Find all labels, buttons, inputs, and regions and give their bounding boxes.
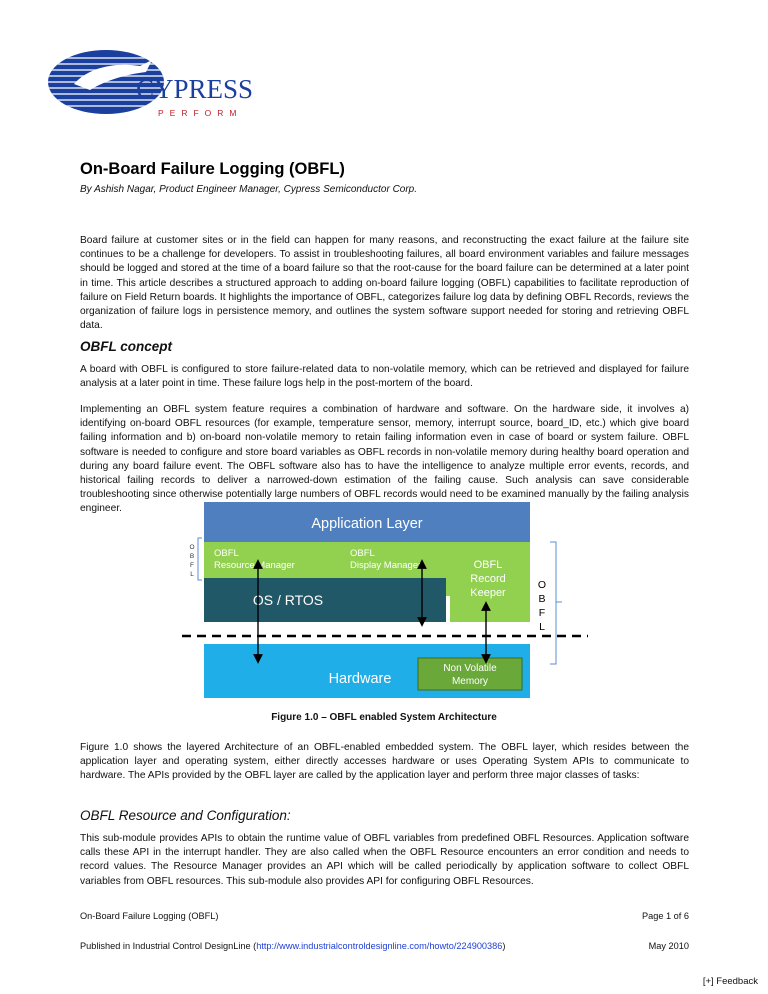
byline: By Ashish Nagar, Product Engineer Manager, Cypress Semiconductor Corp. (80, 184, 418, 195)
logo-brand-text: CYPRESS (136, 74, 254, 104)
obfl-big-label-b: B (538, 593, 546, 605)
figure-caption: Figure 1.0 – OBFL enabled System Architecture (271, 712, 497, 723)
concept-paragraph-1: A board with OBFL is configured to store failure-related data to non-volatile memory, which can be retrieved and displayed for failure analysis at a later point in time. These failure logs help in the post-mortem of the board. (80, 364, 689, 390)
section-heading-concept: OBFL concept (80, 339, 173, 354)
hardware-label: Hardware (328, 671, 392, 687)
obfl-big-label-o: O (537, 579, 547, 591)
obfl-small-label-f: F (190, 562, 194, 569)
feedback-link[interactable]: [+] Feedback (702, 976, 758, 987)
section-heading-resource: OBFL Resource and Configuration: (80, 808, 291, 823)
figure-description-paragraph: Figure 1.0 shows the layered Architecture of an OBFL-enabled embedded system. The OBFL layer, which resides between the application layer and operating system, either directly accesses hardware or uses Operating System APIs to communicate to hardware. The APIs provided by the OBFL layer are called by the application layer and perform three major classes of tasks: (80, 742, 689, 782)
obfl-big-label-f: F (538, 607, 546, 619)
footer-published-prefix: Published in Industrial Control DesignLine ( (80, 941, 257, 951)
display-manager-label-2: Display Manager (350, 560, 422, 571)
application-layer-label: Application Layer (311, 516, 423, 532)
footer-page-number: Page 1 of 6 (642, 911, 689, 921)
concept-paragraph-2: Implementing an OBFL system feature requires a combination of hardware and software. On the hardware side, it involves a) identifying on-board OBFL resources (for example, temperature sensor, memory, interrupt source, board_ID, etc.) which give board failing information and b) on-board non-volatile memory to retain failing information even in case of board or system failure. OBFL software is needed to configure and store board variables as OBFL records in non-volatile memory during healthy board operation and during any board failure event. The OBFL software also has to have the intelligence to analyze multiple error events, records, and historical failing records to deliver a narrowed-down estimation of the failing cause. Such analysis can save considerable troubleshooting since otherwise potentially large numbers of OBFL records would need to be examined manually by the failing analysis engineer. (80, 404, 689, 515)
resource-paragraph: This sub-module provides APIs to obtain the runtime value of OBFL variables from predefined OBFL Resources. Application software calls these API in the interrupt handler. They are also called when the OBFL Resource encounters an error condition and needs to record values. The Resource Manager provides an API which will be called periodically by application software to collect OBFL variables from OBFL resources. This sub-module also provides API for configuring OBFL Resources. (80, 833, 689, 887)
nvm-label-1: Non Volatile (443, 663, 497, 674)
logo-tagline-text: PERFORM (158, 108, 243, 118)
os-rtos-block (204, 578, 446, 622)
resource-manager-label-2: Resource Manager (214, 560, 295, 571)
footer-published-suffix: ) (502, 941, 506, 951)
intro-paragraph: Board failure at customer sites or in the field can happen for many reasons, and reconstructing the exact failure at the failure site continues to be a challenge for developers. To assist in troubleshooting failures, all board environment variables and failure messages should be logged and stored at the time of a board failure so that the root-cause for the board failure can be determined at a later point in time. This article describes a structured approach to adding on-board failure logging (OBFL) capabilities to facilitate reproduction of failure on Field Return boards. It highlights the importance of OBFL, categorizes failure log data by defining OBFL Records, reviews the organization of failure logs in persistence memory, and outlines the system software support needed for storing and retrieving OBFL data. (80, 235, 689, 332)
display-manager-label-1: OBFL (350, 548, 375, 559)
obfl-small-label-o: O (189, 544, 195, 551)
obfl-small-label-l: L (190, 571, 194, 578)
source-url-link[interactable]: http://www.industrialcontroldesignline.com/howto/224900386 (256, 941, 503, 951)
obfl-small-label-b: B (189, 553, 195, 560)
page-title: On-Board Failure Logging (OBFL) (80, 160, 345, 178)
footer-date: May 2010 (648, 941, 689, 951)
record-keeper-label-3: Keeper (470, 587, 506, 599)
footer-doc-title: On-Board Failure Logging (OBFL) (80, 911, 219, 921)
os-rtos-label: OS / RTOS (252, 592, 324, 608)
record-keeper-label-2: Record (470, 573, 506, 585)
record-keeper-label-1: OBFL (473, 559, 503, 571)
obfl-big-label-l: L (539, 621, 545, 633)
cypress-logo (44, 44, 254, 132)
resource-manager-label-1: OBFL (214, 548, 239, 559)
footer-published (80, 941, 505, 951)
nvm-label-2: Memory (451, 676, 489, 687)
architecture-diagram (168, 502, 598, 702)
